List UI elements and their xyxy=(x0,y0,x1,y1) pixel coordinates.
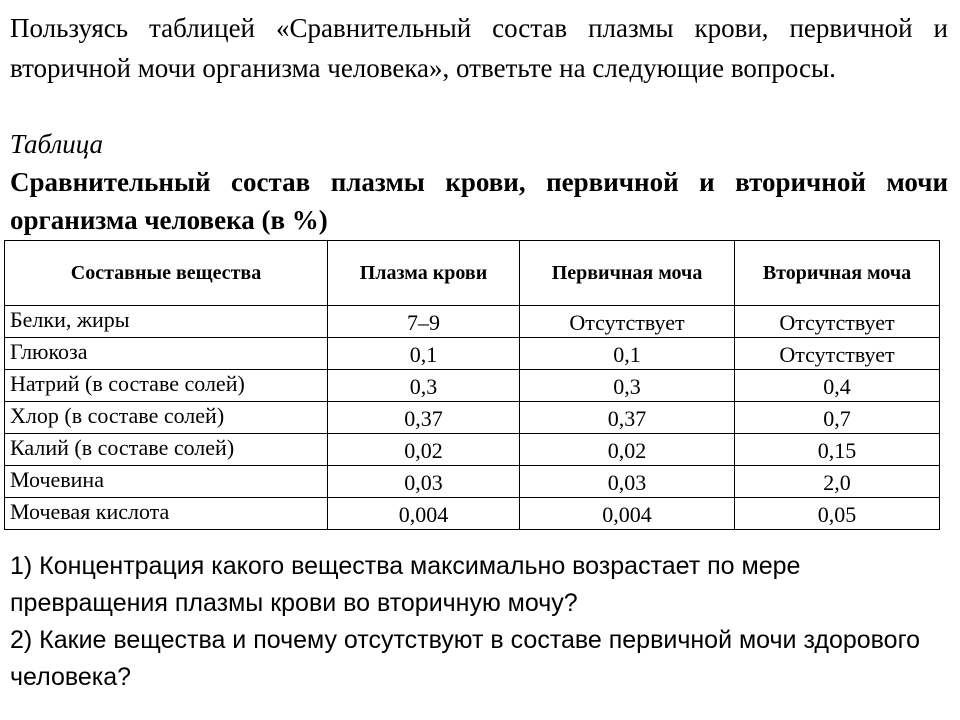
table-row xyxy=(5,498,940,530)
intro-paragraph: Пользуясь таблицей «Сравнительный состав плазмы крови, первичной и вторичной мочи организма человека», ответьте на следующие вопросы. xyxy=(10,13,948,83)
table-row xyxy=(5,466,940,498)
secondary-urine-value: 0,7 xyxy=(735,402,940,434)
secondary-urine-value: 0,4 xyxy=(735,370,940,402)
substance-name: Глюкоза xyxy=(5,338,328,370)
table-row xyxy=(5,370,940,402)
plasma-value: 0,37 xyxy=(328,402,520,434)
substance-name: Мочевина xyxy=(5,466,328,498)
plasma-value: 0,03 xyxy=(328,466,520,498)
secondary-urine-value: Отсутствует xyxy=(735,306,940,338)
header-primary-urine: Первичная моча xyxy=(520,241,735,306)
substance-name: Белки, жиры xyxy=(5,306,328,338)
primary-urine-value: 0,004 xyxy=(520,498,735,530)
table-title: Сравнительный состав плазмы крови, первичной и вторичной мочи организма человека (в %) xyxy=(10,167,948,235)
plasma-value: 0,02 xyxy=(328,434,520,466)
table-header-row xyxy=(5,241,940,306)
plasma-value: 0,004 xyxy=(328,498,520,530)
table-row xyxy=(5,338,940,370)
table-row xyxy=(5,434,940,466)
table-row xyxy=(5,402,940,434)
secondary-urine-value: 2,0 xyxy=(735,466,940,498)
primary-urine-value: 0,3 xyxy=(520,370,735,402)
primary-urine-value: 0,02 xyxy=(520,434,735,466)
header-blood-plasma: Плазма крови xyxy=(328,241,520,306)
plasma-value: 7–9 xyxy=(328,306,520,338)
composition-table xyxy=(4,240,940,530)
header-substances: Составные вещества xyxy=(5,241,328,306)
substance-name: Хлор (в составе солей) xyxy=(5,402,328,434)
secondary-urine-value: 0,15 xyxy=(735,434,940,466)
primary-urine-value: 0,1 xyxy=(520,338,735,370)
substance-name: Калий (в составе солей) xyxy=(5,434,328,466)
plasma-value: 0,1 xyxy=(328,338,520,370)
primary-urine-value: Отсутствует xyxy=(520,306,735,338)
primary-urine-value: 0,03 xyxy=(520,466,735,498)
primary-urine-value: 0,37 xyxy=(520,402,735,434)
secondary-urine-value: 0,05 xyxy=(735,498,940,530)
substance-name: Натрий (в составе солей) xyxy=(5,370,328,402)
secondary-urine-value: Отсутствует xyxy=(735,338,940,370)
table-label: Таблица xyxy=(10,129,104,159)
questions-block xyxy=(10,548,948,696)
question-1: 1) Концентрация какого вещества максимально возрастает по мере превращения плазмы крови во вторичную мочу? xyxy=(10,552,801,617)
plasma-value: 0,3 xyxy=(328,370,520,402)
substance-name: Мочевая кислота xyxy=(5,498,328,530)
question-2: 2) Какие вещества и почему отсутствуют в составе первичной мочи здорового человека? xyxy=(10,626,921,691)
table-row xyxy=(5,306,940,338)
header-secondary-urine: Вторичная моча xyxy=(735,241,940,306)
